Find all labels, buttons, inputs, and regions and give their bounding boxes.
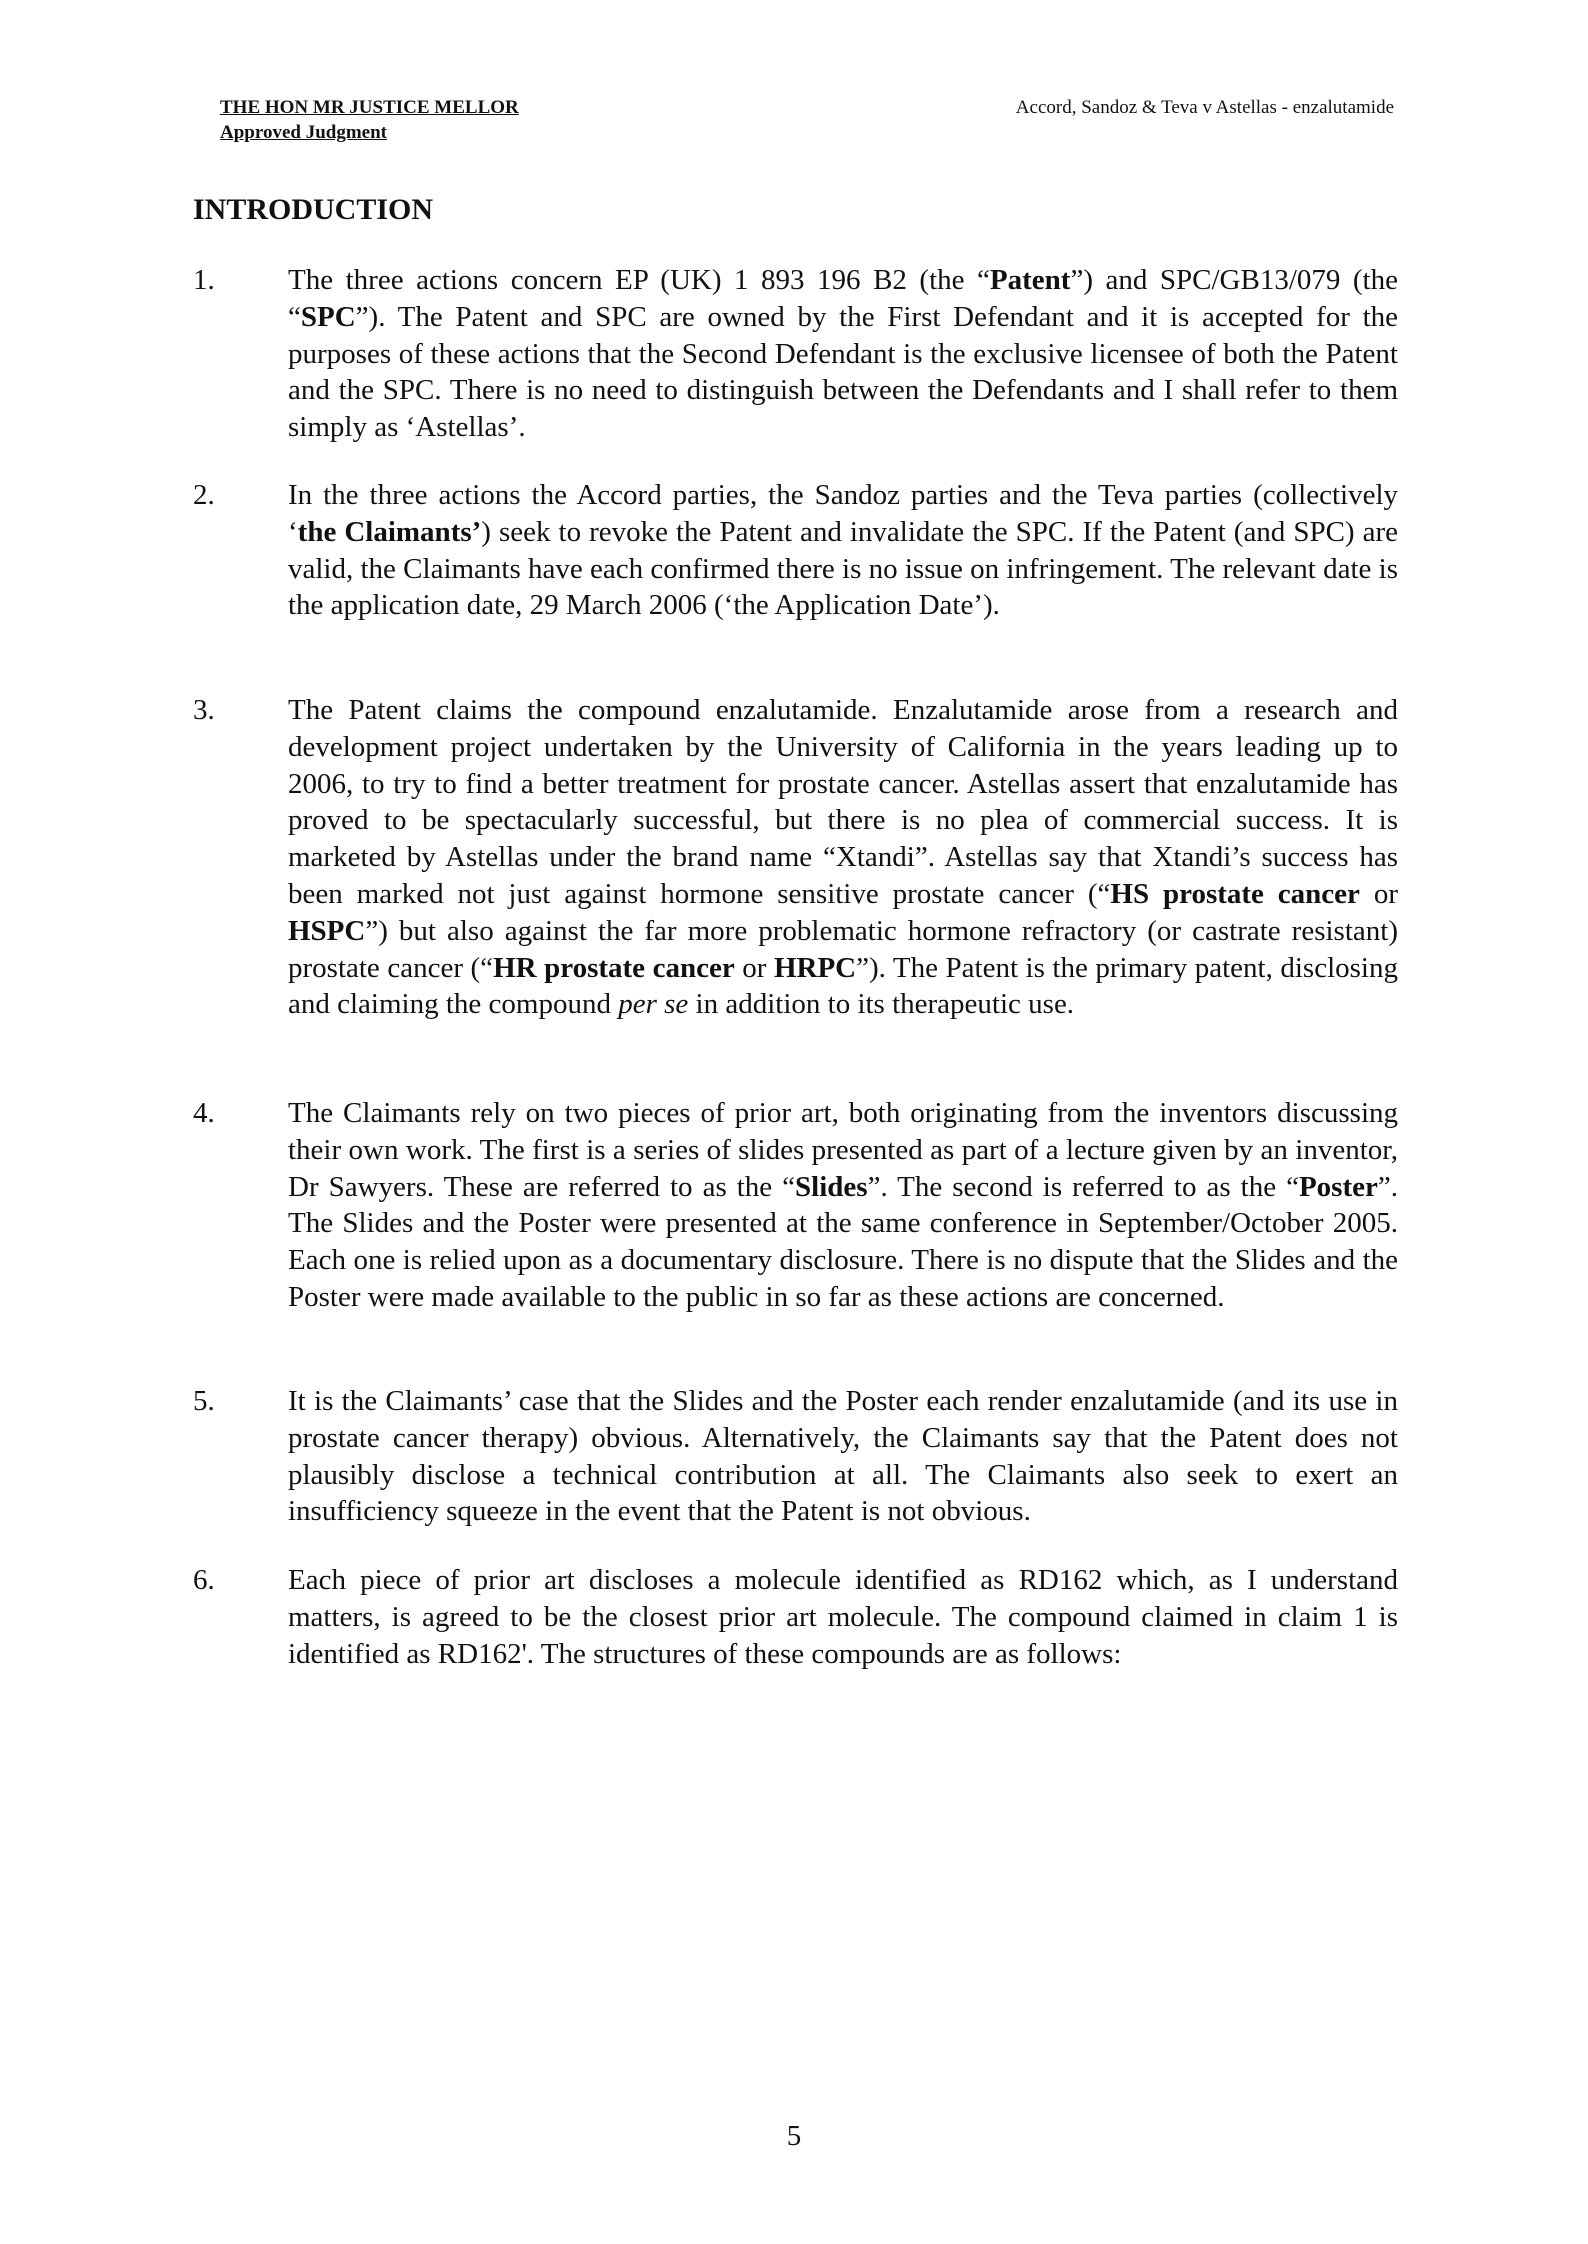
defined-term: Patent <box>989 264 1071 296</box>
paragraph-text <box>288 477 1398 624</box>
text-run: ”) and SPC/GB13/079 (the “ <box>288 264 1398 333</box>
paragraph-6 <box>193 1562 1398 1672</box>
text-run: ”. The second is referred to as the “ <box>867 1170 1299 1203</box>
text-run: ”). The Patent and SPC are owned by the First Defendant and it is accepted for the purposes of these actions that the Second Defendant is the exclusive licensee of both the Patent and the SPC. There is no need to distinguish between the Defendants and I shall refer to them simply as ‘Astellas’. <box>288 300 1398 444</box>
judge-name: THE HON MR JUSTICE MELLOR <box>220 97 519 118</box>
judgment-status: Approved Judgment <box>220 122 387 143</box>
paragraph-5 <box>193 1383 1398 1530</box>
paragraph-text <box>288 262 1398 446</box>
text-run: ”) but also against the far more problematic hormone refractory (or castrate resistant) prostate cancer (“ <box>288 914 1398 984</box>
defined-term: HR prostate cancer <box>493 951 735 984</box>
paragraph-number: 2. <box>193 479 215 511</box>
case-title: Accord, Sandoz & Teva v Astellas - enzalutamide <box>1015 97 1394 118</box>
paragraph-text <box>288 1095 1398 1316</box>
paragraph-text <box>288 692 1398 1023</box>
text-run: or <box>1359 877 1398 910</box>
defined-term: Slides <box>795 1170 868 1203</box>
defined-term: HSPC <box>288 914 366 947</box>
paragraph-3 <box>193 692 1398 1023</box>
text-run: The three actions concern EP (UK) 1 893 196 B2 (the “ <box>288 264 990 296</box>
paragraph-number: 6. <box>193 1564 215 1596</box>
text-run: The Claimants rely on two pieces of prior art, both originating from the inventors discussing their own work. The first is a series of slides presented as part of a lecture given by an inventor, Dr Sawyers. These are referred to as the “ <box>288 1097 1398 1203</box>
text-run: In the three actions the Accord parties, the Sandoz parties and the Teva parties (collectively ‘ <box>288 479 1398 548</box>
paragraph-1 <box>193 262 1398 446</box>
text-run: ”). The Patent is the primary patent, disclosing and claiming the compound <box>288 951 1398 1021</box>
paragraph-text <box>288 1562 1398 1672</box>
paragraph-number: 1. <box>193 264 215 296</box>
text-run: The Patent claims the compound enzalutamide. Enzalutamide arose from a research and development project undertaken by the University of California in the years leading up to 2006, to try to find a better treatment for prostate cancer. Astellas assert that enzalutamide has proved to be spectacularly successful, but there is no plea of commercial success. It is marketed by Astellas under the brand name “Xtandi”. Astellas say that Xtandi’s success has been marked not just against hormone sensitive prostate cancer (“ <box>288 694 1398 910</box>
italic-phrase: per se <box>618 988 689 1021</box>
paragraph-4 <box>193 1095 1398 1316</box>
paragraph-2 <box>193 477 1398 624</box>
paragraph-number: 4. <box>193 1097 215 1129</box>
paragraph-text <box>288 1383 1398 1530</box>
defined-term: SPC <box>300 300 356 333</box>
text-run: or <box>734 951 774 984</box>
paragraph-number: 5. <box>193 1385 215 1417</box>
running-header-left <box>220 95 519 145</box>
defined-term: Poster <box>1298 1170 1378 1203</box>
defined-term: HRPC <box>773 951 857 984</box>
text-run: ) seek to revoke the Patent and invalidate the SPC. If the Patent (and SPC) are valid, the Claimants have each confirmed there is no issue on infringement. The relevant date is the application date, 29 March 2006 (‘the Application Date’). <box>288 515 1398 622</box>
text-run: It is the Claimants’ case that the Slides and the Poster each render enzalutamide (and its use in prostate cancer therapy) obvious. Alternatively, the Claimants say that the Patent does not plausibly disclose a technical contribution at all. The Claimants also seek to exert an insufficiency squeeze in the event that the Patent is not obvious. <box>288 1385 1398 1528</box>
text-run: in addition to its therapeutic use. <box>688 988 1075 1021</box>
text-run: ”. The Slides and the Poster were presented at the same conference in September/October 2005. Each one is relied upon as a documentary disclosure. There is no dispute that the Slides and the Poster were made available to the public in so far as these actions are concerned. <box>288 1170 1398 1313</box>
defined-term: the Claimants’ <box>297 515 482 548</box>
page-number: 5 <box>786 2120 802 2152</box>
defined-term: HS prostate cancer <box>1110 877 1360 910</box>
paragraph-number: 3. <box>193 694 215 726</box>
section-heading: INTRODUCTION <box>193 193 434 226</box>
text-run: Each piece of prior art discloses a molecule identified as RD162 which, as I understand matters, is agreed to be the closest prior art molecule. The compound claimed in claim 1 is identified as RD162'. The structures of these compounds are as follows: <box>288 1564 1398 1670</box>
